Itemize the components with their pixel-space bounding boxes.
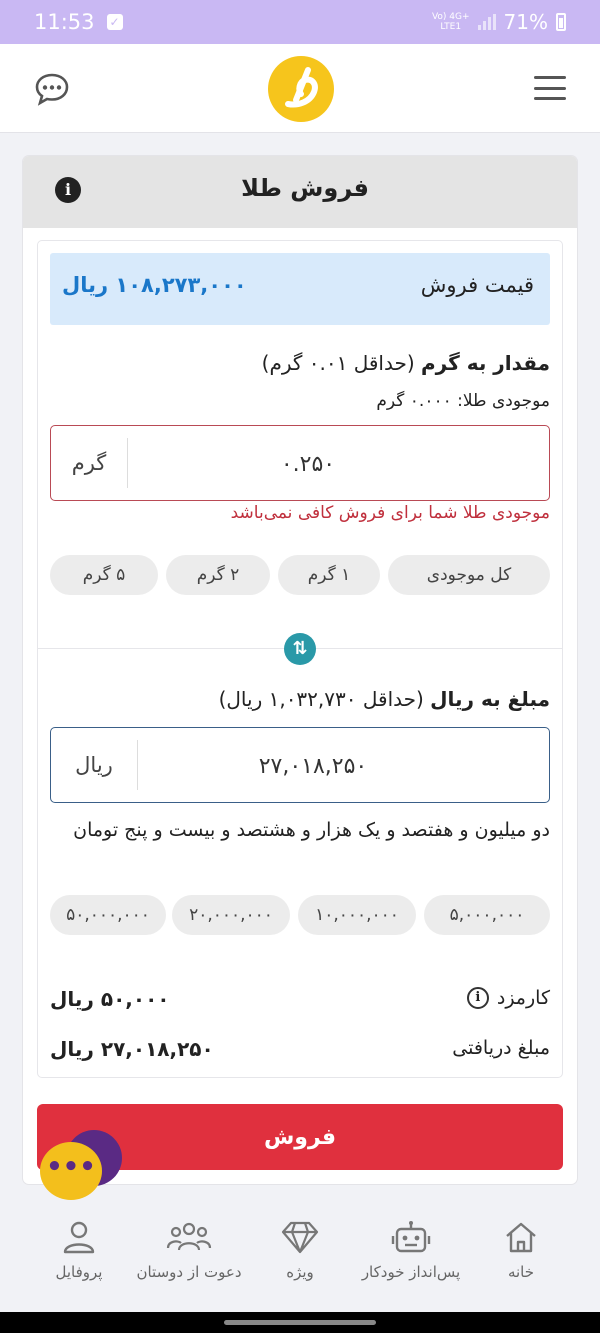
nav-auto-saving-label: پس‌انداز خودکار [361, 1263, 461, 1281]
chip-20m[interactable]: ۲۰,۰۰۰,۰۰۰ [172, 895, 290, 935]
nav-profile-label: پروفایل [55, 1263, 103, 1281]
status-left [34, 10, 123, 34]
app-header [0, 44, 600, 133]
chip-5-gram[interactable]: ۵ گرم [50, 555, 158, 595]
rial-section-title [219, 687, 550, 711]
gold-balance: موجودی طلا: ۰.۰۰۰ گرم [376, 391, 550, 411]
nav-special[interactable] [245, 1220, 355, 1284]
chip-all-balance[interactable]: کل موجودی [388, 555, 550, 595]
rial-title-note: (حداقل ۱,۰۳۲,۷۳۰ ریال) [218, 687, 431, 711]
card-title: فروش طلا [241, 174, 369, 202]
bottom-navigation [0, 1200, 600, 1312]
nav-invite-friends[interactable] [134, 1220, 244, 1284]
chip-10m[interactable]: ۱۰,۰۰۰,۰۰۰ [298, 895, 416, 935]
chip-2-gram[interactable]: ۲ گرم [166, 555, 270, 595]
status-right [432, 10, 566, 34]
received-value: ۲۷,۰۱۸,۲۵۰ ریال [50, 1037, 214, 1061]
field-separator [137, 740, 138, 790]
card-header [23, 156, 577, 228]
rial-unit-label: ریال [75, 753, 113, 777]
diamond-icon [280, 1220, 320, 1254]
form-panel [37, 240, 563, 1078]
received-label: مبلغ دریافتی [452, 1037, 550, 1059]
rial-field [50, 727, 550, 803]
chip-5m[interactable]: ۵,۰۰۰,۰۰۰ [424, 895, 550, 935]
rial-input[interactable] [151, 738, 475, 794]
fee-value: ۵۰,۰۰۰ ریال [50, 987, 170, 1011]
sell-price-label: قیمت فروش [420, 273, 534, 297]
sell-gold-card [23, 156, 577, 1184]
fee-label: کارمزد [496, 987, 550, 1009]
robot-icon [391, 1220, 431, 1254]
nav-invite-friends-label: دعوت از دوستان [136, 1263, 242, 1281]
nav-profile[interactable] [24, 1220, 134, 1284]
chip-1-gram[interactable]: ۱ گرم [278, 555, 380, 595]
nav-home[interactable] [466, 1220, 576, 1284]
gram-section-title [262, 351, 550, 375]
chip-50m[interactable]: ۵۰,۰۰۰,۰۰۰ [50, 895, 166, 935]
swap-vertical-icon[interactable]: ⇅ [284, 633, 316, 665]
nav-auto-saving[interactable] [354, 1220, 468, 1284]
chat-bubble-icon[interactable] [34, 72, 70, 106]
gram-title-note: (حداقل ۰.۰۱ گرم) [261, 351, 421, 375]
signal-icon [478, 14, 496, 30]
amount-in-words: دو میلیون و هفتصد و یک هزار و هشتصد و بیست و پنج تومان [73, 819, 550, 841]
support-chat-icon[interactable] [38, 1128, 124, 1202]
nav-special-label: ویژه [286, 1263, 314, 1281]
app-logo[interactable] [268, 56, 334, 122]
gram-field [50, 425, 550, 501]
info-icon[interactable]: i [55, 177, 81, 203]
sell-price-value: ۱۰۸,۲۷۳,۰۰۰ ریال [62, 273, 247, 297]
info-icon[interactable]: i [467, 987, 489, 1009]
users-icon [166, 1220, 212, 1254]
nav-home-label: خانه [507, 1263, 535, 1281]
hamburger-icon[interactable] [534, 76, 566, 100]
battery-percent: 71% [503, 10, 548, 34]
chat-bubble-front: ••• [40, 1142, 102, 1200]
checkmark-icon: ✓ [107, 14, 123, 30]
field-separator [127, 438, 128, 488]
status-time: 11:53 [34, 10, 95, 34]
gram-input[interactable] [141, 436, 475, 492]
insufficient-balance-error: موجودی طلا شما برای فروش کافی نمی‌باشد [230, 503, 550, 523]
rial-title-bold: مبلغ به ریال [430, 687, 550, 711]
gram-unit-label: گرم [71, 451, 107, 475]
profile-icon [61, 1220, 97, 1254]
fee-row-label [467, 987, 550, 1009]
sell-price-box [50, 253, 550, 325]
sell-button[interactable]: فروش [37, 1104, 563, 1170]
battery-icon [556, 13, 566, 31]
home-icon [503, 1220, 539, 1254]
network-indicator: Vo) 4G+ LTE1 [431, 12, 470, 32]
status-bar [0, 0, 600, 44]
home-indicator[interactable] [224, 1320, 376, 1325]
system-navigation-bar [0, 1312, 600, 1333]
gram-title-bold: مقدار به گرم [421, 351, 550, 375]
